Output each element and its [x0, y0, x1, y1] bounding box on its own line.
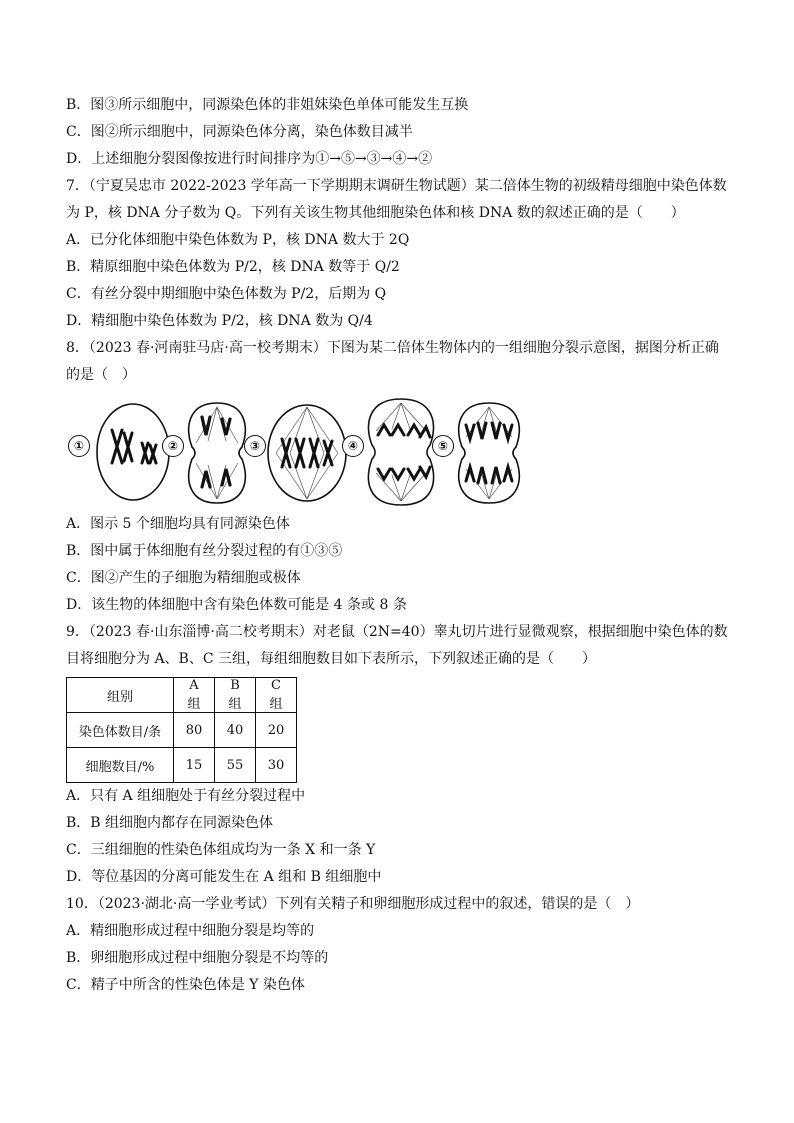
q7-option-a: A．已分化体细胞中染色体数为 P，核 DNA 数大于 2Q — [66, 232, 410, 248]
table-cell: 55 — [215, 748, 256, 783]
table-header-cell: C 组 — [256, 678, 297, 713]
q6-option-d: D．上述细胞分裂图像按进行时间排序为①→⑤→③→④→② — [66, 151, 433, 167]
figure-label-2: ② — [162, 435, 184, 457]
q7-option-d: D．精细胞中染色体数为 P/2，核 DNA 数为 Q/4 — [66, 313, 373, 329]
q9-stem-line1: 9．（2023 春·山东淄博·高二校考期末）对老鼠（2N=40）睾丸切片进行显微观察，根据细胞中染色体的数 — [66, 624, 728, 640]
figure-label-3: ③ — [244, 435, 266, 457]
table-header-cell: A 组 — [174, 678, 215, 713]
q8-option-a: A．图示 5 个细胞均具有同源染色体 — [66, 516, 290, 532]
q7-stem-line2: 为 P，核 DNA 分子数为 Q。下列有关该生物其他细胞染色体和核 DNA 数的叙述正确的是（ ） — [66, 205, 685, 221]
q7-stem-line1: 7．（宁夏吴忠市 2022-2023 学年高一下学期期末调研生物试题）某二倍体生物的初级精母细胞中染色体数 — [66, 178, 727, 194]
q10-option-a: A．精细胞形成过程中细胞分裂是均等的 — [66, 923, 315, 939]
table-row — [67, 748, 297, 783]
q9-stem-line2: 目将细胞分为 A、B、C 三组，每组细胞数目如下表所示，下列叙述正确的是（ ） — [66, 651, 597, 667]
q10-option-b: B．卵细胞形成过程中细胞分裂是不均等的 — [66, 950, 329, 966]
cell-division-figure — [66, 395, 736, 507]
q8-option-d: D．该生物的体细胞中含有染色体数可能是 4 条或 8 条 — [66, 597, 407, 613]
q9-option-b: B．B 组细胞内都存在同源染色体 — [66, 815, 274, 831]
table-header-row — [67, 678, 297, 713]
table-cell: 40 — [215, 713, 256, 748]
table-cell: 细胞数目/% — [67, 748, 174, 783]
table-cell: 染色体数目/条 — [67, 713, 174, 748]
table-cell: 15 — [174, 748, 215, 783]
q9-data-table — [66, 677, 297, 783]
table-cell: 20 — [256, 713, 297, 748]
q6-option-c: C．图②所示细胞中，同源染色体分离，染色体数目减半 — [66, 124, 413, 140]
table-row — [67, 713, 297, 748]
table-cell: 80 — [174, 713, 215, 748]
q9-option-c: C．三组细胞的性染色体组成均为一条 X 和一条 Y — [66, 842, 376, 858]
table-header-cell: 组别 — [67, 678, 174, 713]
table-cell: 30 — [256, 748, 297, 783]
q10-option-c: C．精子中所含的性染色体是 Y 染色体 — [66, 977, 305, 993]
q8-option-c: C．图②产生的子细胞为精细胞或极体 — [66, 570, 301, 586]
cell-1-diagram — [92, 395, 174, 507]
cell-4-diagram — [362, 395, 440, 507]
figure-label-4: ④ — [342, 435, 364, 457]
q8-stem-line1: 8．（2023 春·河南驻马店·高一校考期末）下图为某二倍体生物体内的一组细胞分裂示意图，据图分析正确 — [66, 340, 719, 356]
q9-option-d: D．等位基因的分离可能发生在 A 组和 B 组细胞中 — [66, 869, 382, 885]
q7-option-c: C．有丝分裂中期细胞中染色体数为 P/2，后期为 Q — [66, 286, 387, 302]
q8-stem-line2: 的是（ ） — [66, 367, 136, 383]
cell-2-diagram — [182, 395, 252, 507]
cell-3-diagram — [264, 395, 350, 507]
q7-option-b: B．精原细胞中染色体数为 P/2，核 DNA 数等于 Q/2 — [66, 259, 400, 275]
table-header-cell: B 组 — [215, 678, 256, 713]
q8-option-b: B．图中属于体细胞有丝分裂过程的有①③⑤ — [66, 543, 343, 559]
cell-5-diagram — [452, 395, 526, 507]
figure-label-1: ① — [68, 435, 90, 457]
q6-option-b: B．图③所示细胞中，同源染色体的非姐妹染色单体可能发生互换 — [66, 97, 469, 113]
figure-label-5: ⑤ — [432, 435, 454, 457]
q9-option-a: A．只有 A 组细胞处于有丝分裂过程中 — [66, 788, 306, 804]
q10-stem: 10．（2023·湖北·高一学业考试）下列有关精子和卵细胞形成过程中的叙述，错误的是（ ） — [66, 896, 640, 912]
exam-page — [66, 92, 736, 999]
